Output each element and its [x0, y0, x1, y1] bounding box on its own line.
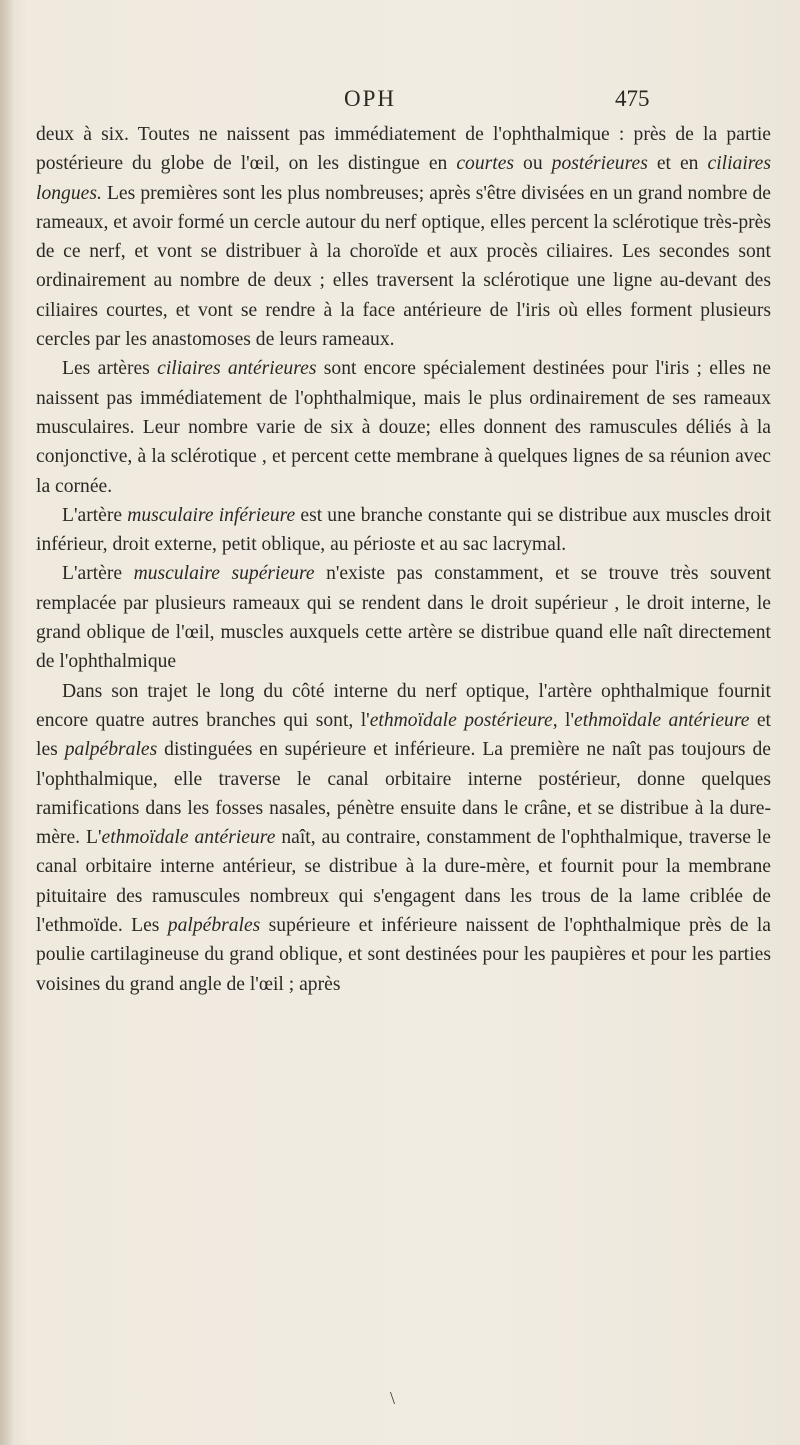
text-run: n'existe pas constamment, et se trouve très souvent remplacée par plusieurs rameaux qui se rendent dans le droit supérieur , le droit interne, le grand oblique de l'œil, muscles auxquels cette artère se distribue quand elle naît directement de l'ophthalmique	[36, 563, 771, 673]
text-run: ou	[514, 153, 552, 175]
text-run: Dans son trajet le long du côté interne du nerf optique, l'artère ophthalmique fournit encore quatre autres branches qui sont, l'	[36, 680, 771, 731]
stray-mark: \	[390, 1388, 396, 1408]
page-header	[0, 86, 800, 116]
italic-term: postérieures	[551, 153, 648, 175]
text-run: sont encore spécialement destinées pour l'iris ; elles ne naissent pas immédiatement de l'ophthalmique, mais le plus ordinairement de ses rameaux musculaires. Leur nombre varie de six à douze; elles donnent des ramuscules déliés à la conjonctive, à la sclérotique , et percent cette membrane à quelques lignes de sa réunion avec la cornée.	[36, 358, 772, 497]
italic-term: ciliaires longues.	[36, 153, 771, 204]
paragraph-p3	[36, 501, 771, 560]
italic-term: musculaire supérieure	[133, 563, 315, 585]
binding-shadow	[0, 0, 14, 1445]
text-run: L'artère	[62, 563, 134, 585]
paragraph-p4	[36, 559, 771, 676]
text-run: , l'	[552, 709, 575, 731]
italic-term: ethmoïdale postérieure	[369, 709, 553, 731]
text-run: distinguées en supérieure et inférieure. La première ne naît pas toujours de l'ophthalmique, elle traverse le canal orbitaire interne postérieur, donne quelques ramifications dans les fosses nasales, pénètre ensuite dans le crâne, et se distribue à la dure-mère. L'	[36, 739, 771, 849]
text-run: supérieure et inférieure naissent de l'ophthalmique près de la poulie cartilagineuse du grand oblique, et sont destinées pour les paupières et pour les parties voisines du grand angle de l'œil ; après	[36, 915, 772, 995]
paragraph-p1	[36, 120, 771, 354]
text-run: L'artère	[62, 504, 128, 526]
text-run: Les premières sont les plus nombreuses; après s'être divisées en un grand nombre de rameaux, et avoir formé un cercle autour du nerf optique, elles percent la sclérotique très-près de ce nerf, et vont se distribuer à la choroïde et aux procès ciliaires. Les secondes sont ordinairement au nombre de deux ; elles traversent la sclérotique une ligne au-devant des ciliaires courtes, et vont se rendre à la face antérieure de l'iris où elles forment plusieurs cercles par les anastomoses de leurs rameaux.	[36, 182, 771, 351]
text-run: et les	[36, 709, 772, 761]
italic-term: ciliaires antérieures	[157, 358, 317, 380]
body-text	[36, 120, 771, 999]
page-number: 475	[615, 86, 650, 111]
running-head: OPH	[344, 86, 397, 111]
italic-term: palpébrales	[64, 739, 158, 761]
text-run: et en	[647, 153, 708, 175]
italic-term: ethmoïdale antérieure	[101, 827, 276, 849]
italic-term: palpébrales	[167, 915, 261, 937]
paragraph-p5	[36, 677, 771, 999]
italic-term: courtes	[456, 153, 515, 175]
italic-term: ethmoïdale antérieure	[574, 709, 750, 731]
text-run: est une branche constante qui se distribue aux muscles droit inférieur, droit externe, petit oblique, au périoste et au sac lacrymal.	[36, 504, 772, 556]
text-run: deux à six. Toutes ne naissent pas immédiatement de l'ophthalmique : près de la partie postérieure du globe de l'œil, on les distingue en	[36, 124, 771, 175]
paragraph-p2	[36, 354, 771, 500]
italic-term: musculaire inférieure	[127, 504, 296, 526]
text-run: naît, au contraire, constamment de l'ophthalmique, traverse le canal orbitaire interne antérieur, se distribue à la dure-mère, et fournit pour la membrane pituitaire des ramuscules nombreux qui s'engagent dans les trous de la lame criblée de l'ethmoïde. Les	[36, 827, 771, 937]
text-run: Les artères	[62, 358, 158, 380]
